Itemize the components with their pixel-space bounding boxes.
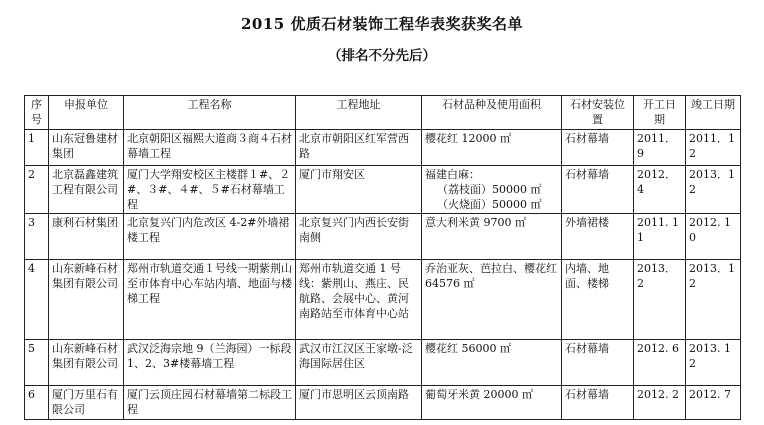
cell-stone <box>422 340 562 386</box>
cell-company: 康利石材集团 <box>49 214 124 260</box>
header-start: 开工日 期 <box>634 96 686 130</box>
cell-project: 厦门大学翔安校区主楼群１#、２#、３#、４#、５#石材幕墙工程 <box>124 166 296 214</box>
cell-location: 石材幕墙 <box>562 166 634 214</box>
cell-company: 山东新峰石材集团有限公司 <box>49 340 124 386</box>
cell-start: 2012．4 <box>634 166 686 214</box>
cell-location: 石材幕墙 <box>562 340 634 386</box>
cell-start: 2012. 2 <box>634 386 686 420</box>
table-row <box>25 130 741 166</box>
cell-company: 北京磊鑫建筑工程有限公司 <box>49 166 124 214</box>
header-finish: 竣工日期 <box>686 96 741 130</box>
cell-seq: 4 <box>25 260 49 340</box>
header-address: 工程地址 <box>296 96 422 130</box>
cell-location: 内墙、地面、楼梯 <box>562 260 634 340</box>
cell-stone <box>422 130 562 166</box>
cell-start: 2012. 6 <box>634 340 686 386</box>
cell-seq: 2 <box>25 166 49 214</box>
cell-stone <box>422 166 562 214</box>
table-row <box>25 166 741 214</box>
cell-project: 郑州市轨道交通１号线一期紫荆山至市体育中心车站内墙、地面与楼梯工程 <box>124 260 296 340</box>
header-project: 工程名称 <box>124 96 296 130</box>
award-table <box>24 95 741 420</box>
cell-company: 山东冠鲁建材集团 <box>49 130 124 166</box>
stone-line: 乔治亚灰、芭拉白、樱花红 64576 ㎡ <box>425 262 557 290</box>
stone-line: 樱花红 12000 ㎡ <box>425 132 511 145</box>
cell-location: 外墙裙楼 <box>562 214 634 260</box>
cell-finish: 2013．12 <box>686 166 741 214</box>
cell-start: 2013．2 <box>634 260 686 340</box>
header-stone: 石材品种及使用面积 <box>422 96 562 130</box>
cell-start: 2011. 11 <box>634 214 686 260</box>
cell-finish: 2012. 7 <box>686 386 741 420</box>
table-row <box>25 340 741 386</box>
cell-company: 山东新峰石材集团有限公司 <box>49 260 124 340</box>
document-subtitle: （排名不分先后） <box>328 48 436 64</box>
cell-project: 厦门云顶庄园石材幕墙第二标段工程 <box>124 386 296 420</box>
cell-address: 郑州市轨道交通 1 号线：紫荆山、燕庄、民航路、会展中心、黄河南路站至市体育中心站 <box>296 260 422 340</box>
cell-seq: 5 <box>25 340 49 386</box>
cell-project: 武汉泛海宗地 9（兰海园）一标段 1、2、3#楼幕墙工程 <box>124 340 296 386</box>
cell-address: 武汉市江汉区王家墩-泛海国际居住区 <box>296 340 422 386</box>
cell-seq: 6 <box>25 386 49 420</box>
stone-line: 意大利米黄 9700 ㎡ <box>425 216 526 229</box>
header-seq: 序 号 <box>25 96 49 130</box>
cell-project: 北京复兴门内危改区 4-2#外墙裙楼工程 <box>124 214 296 260</box>
stone-line: 樱花红 56000 ㎡ <box>425 342 511 355</box>
header-company: 申报单位 <box>49 96 124 130</box>
cell-start: 2011．9 <box>634 130 686 166</box>
cell-finish: 2013. 12 <box>686 340 741 386</box>
cell-address: 厦门市思明区云顶南路 <box>296 386 422 420</box>
cell-location: 石材幕墙 <box>562 130 634 166</box>
cell-location: 石材幕墙 <box>562 386 634 420</box>
stone-line: 葡萄牙米黄 20000 ㎡ <box>425 388 533 401</box>
cell-finish: 2012. 10 <box>686 214 741 260</box>
document-title: 2015 优质石材装饰工程华表奖获奖名单 <box>241 15 523 33</box>
table-header-row <box>25 96 741 130</box>
cell-stone <box>422 386 562 420</box>
cell-address: 北京复兴门内西长安街南侧 <box>296 214 422 260</box>
cell-address: 厦门市翔安区 <box>296 166 422 214</box>
table-row <box>25 214 741 260</box>
cell-stone <box>422 214 562 260</box>
stone-line: （火烧面）50000 ㎡ <box>437 198 542 211</box>
cell-seq: 3 <box>25 214 49 260</box>
cell-stone <box>422 260 562 340</box>
stone-line: （荔枝面）50000 ㎡ <box>437 183 542 196</box>
cell-finish: 2013．12 <box>686 260 741 340</box>
stone-line: 福建白麻： <box>425 168 480 181</box>
cell-address: 北京市朝阳区红军营西路 <box>296 130 422 166</box>
cell-finish: 2011．12 <box>686 130 741 166</box>
cell-project: 北京朝阳区福熙大道商３商４石材幕墙工程 <box>124 130 296 166</box>
cell-seq: 1 <box>25 130 49 166</box>
header-location: 石材安装位 置 <box>562 96 634 130</box>
table-row <box>25 260 741 340</box>
cell-company: 厦门万里石有限公司 <box>49 386 124 420</box>
table-row <box>25 386 741 420</box>
